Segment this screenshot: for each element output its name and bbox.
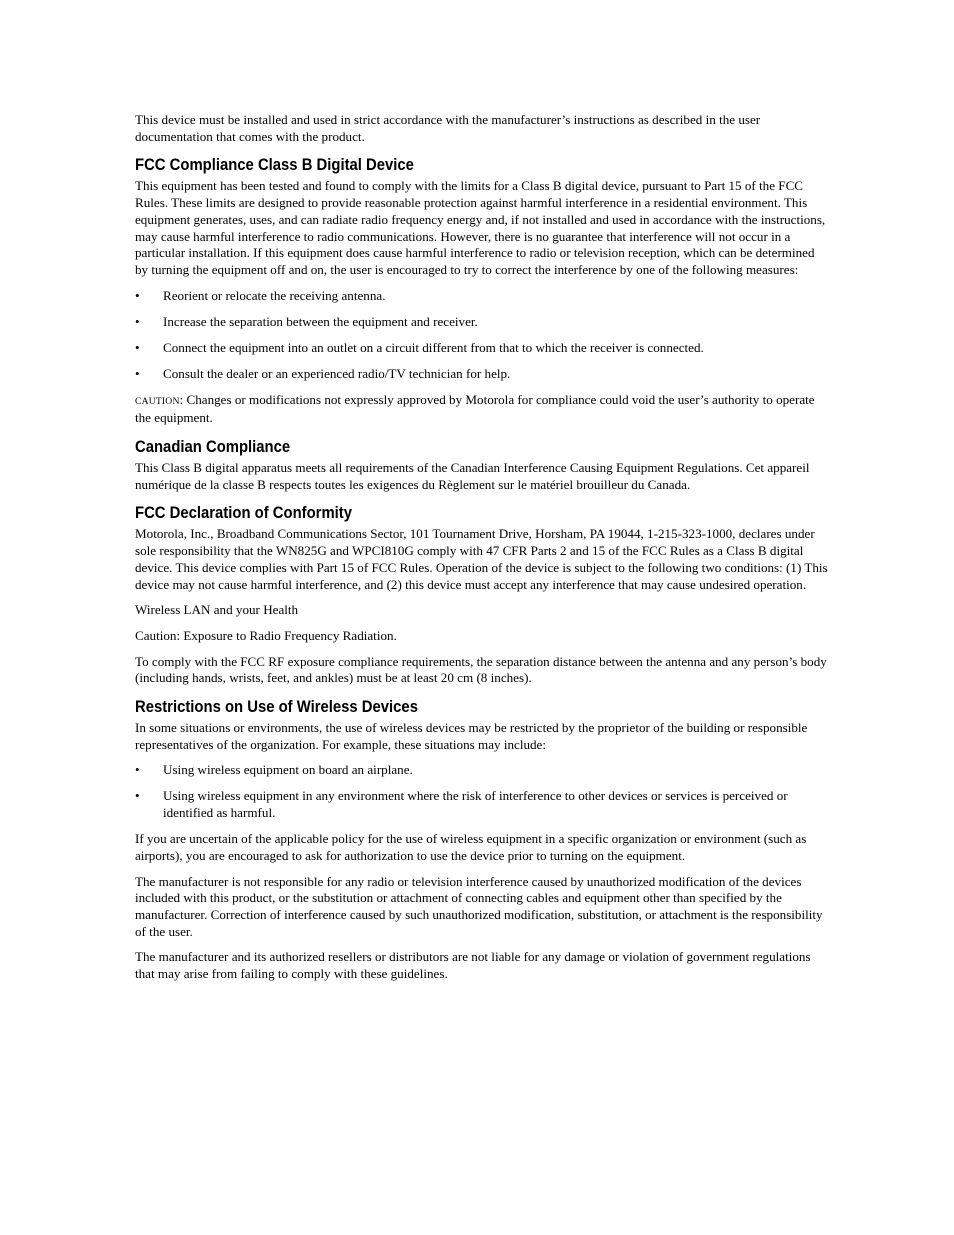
list-item	[135, 314, 829, 331]
uncertain-policy-paragraph: If you are uncertain of the applicable policy for the use of wireless equipment in a specific organization or environment (such as airports), you are encouraged to ask for authorization to use the device prior to turning on the equipment.	[135, 831, 807, 863]
bullet-icon: •	[135, 762, 140, 778]
fcc-conformity-body: Motorola, Inc., Broadband Communications Sector, 101 Tournament Drive, Horsham, PA 19044, 1-215-323-1000, declares under sole responsibility that the WN825G and WPCI810G comply with 47 CFR Parts 2 and 15 of the FCC Rules as a Class B digital device. This device complies with Part 15 of FCC Rules. Operation of the device is subject to the following two conditions: (1) This device may not cause harmful interference, and (2) this device must accept any interference that may cause undesired operation.	[135, 526, 828, 592]
restrictions-heading: Restrictions on Use of Wireless Devices	[135, 698, 418, 717]
caution-text: : Changes or modifications not expressly approved by Motorola for compliance could void the user’s authority to operate the equipment.	[135, 391, 815, 426]
rf-compliance-paragraph: To comply with the FCC RF exposure compliance requirements, the separation distance between the antenna and any person’s body (including hands, wrists, feet, and ankles) must be at least 20 cm (8 inches).	[135, 653, 827, 686]
list-item-text: Using wireless equipment in any environment where the risk of interference to other devices or services is perceived or identified as harmful.	[163, 788, 788, 821]
resellers-liability-paragraph: The manufacturer and its authorized resellers or distributors are not liable for any damage or violation of government regulations that may arise from failing to comply with these guidelines.	[135, 949, 811, 982]
list-item-text: Connect the equipment into an outlet on a circuit different from that to which the receiver is connected.	[163, 339, 704, 355]
list-item-text: Using wireless equipment on board an airplane.	[163, 762, 413, 778]
fcc-class-b-heading: FCC Compliance Class B Digital Device	[135, 156, 414, 175]
list-item	[135, 288, 829, 305]
canadian-compliance-body: This Class B digital apparatus meets all requirements of the Canadian Interference Causing Equipment Regulations. Cet appareil numérique de la classe B respects toutes les exigences du Règlement sur le matériel brouilleur du Canada.	[135, 460, 810, 492]
wireless-health-line: Wireless LAN and your Health	[135, 602, 299, 618]
intro-paragraph: This device must be installed and used in strict accordance with the manufacturer’s instructions as described in the user documentation that comes with the product.	[135, 112, 761, 144]
list-item-text: Consult the dealer or an experienced radio/TV technician for help.	[163, 365, 511, 381]
fcc-conformity-heading: FCC Declaration of Conformity	[135, 504, 352, 523]
bullet-icon: •	[135, 339, 140, 355]
restricted-situations-list	[135, 762, 829, 821]
caution-label: CAUTION	[135, 395, 180, 407]
list-item	[135, 762, 829, 779]
list-item-text: Reorient or relocate the receiving antenna.	[163, 287, 386, 303]
interference-measures-list	[135, 288, 829, 383]
bullet-icon: •	[135, 313, 140, 329]
list-item	[135, 366, 829, 383]
bullet-icon: •	[135, 788, 140, 804]
fcc-class-b-body: This equipment has been tested and found to comply with the limits for a Class B digital device, pursuant to Part 15 of the FCC Rules. These limits are designed to provide reasonable protection against harmful interference in a residential environment. This equipment generates, uses, and can radiate radio frequency energy and, if not installed and used in accordance with the instructions, may cause harmful interference to radio communications. However, there is no guarantee that interference will not occur in a particular installation. If this equipment does cause harmful interference to radio or television reception, which can be determined by turning the equipment off and on, the user is encouraged to try to correct the interference by one of the following measures:	[135, 178, 826, 277]
list-item	[135, 340, 829, 357]
list-item	[135, 788, 829, 821]
manufacturer-liability-paragraph: The manufacturer is not responsible for any radio or television interference caused by unauthorized modification of the devices included with this product, or the substitution or attachment of connecting cables and equipment other than specified by the manufacturer. Correction of interference caused by such unauthorized modification, substitution, or attachment is the responsibility of the user.	[135, 873, 823, 939]
list-item-text: Increase the separation between the equipment and receiver.	[163, 313, 478, 329]
bullet-icon: •	[135, 287, 140, 303]
exposure-caution-line: Caution: Exposure to Radio Frequency Radiation.	[135, 627, 397, 643]
document-page	[135, 112, 829, 992]
canadian-compliance-heading: Canadian Compliance	[135, 438, 291, 457]
restrictions-body: In some situations or environments, the use of wireless devices may be restricted by the proprietor of the building or responsible representatives of the organization. For example, these situations may include:	[135, 720, 808, 752]
caution-paragraph	[135, 392, 829, 427]
bullet-icon: •	[135, 365, 140, 381]
